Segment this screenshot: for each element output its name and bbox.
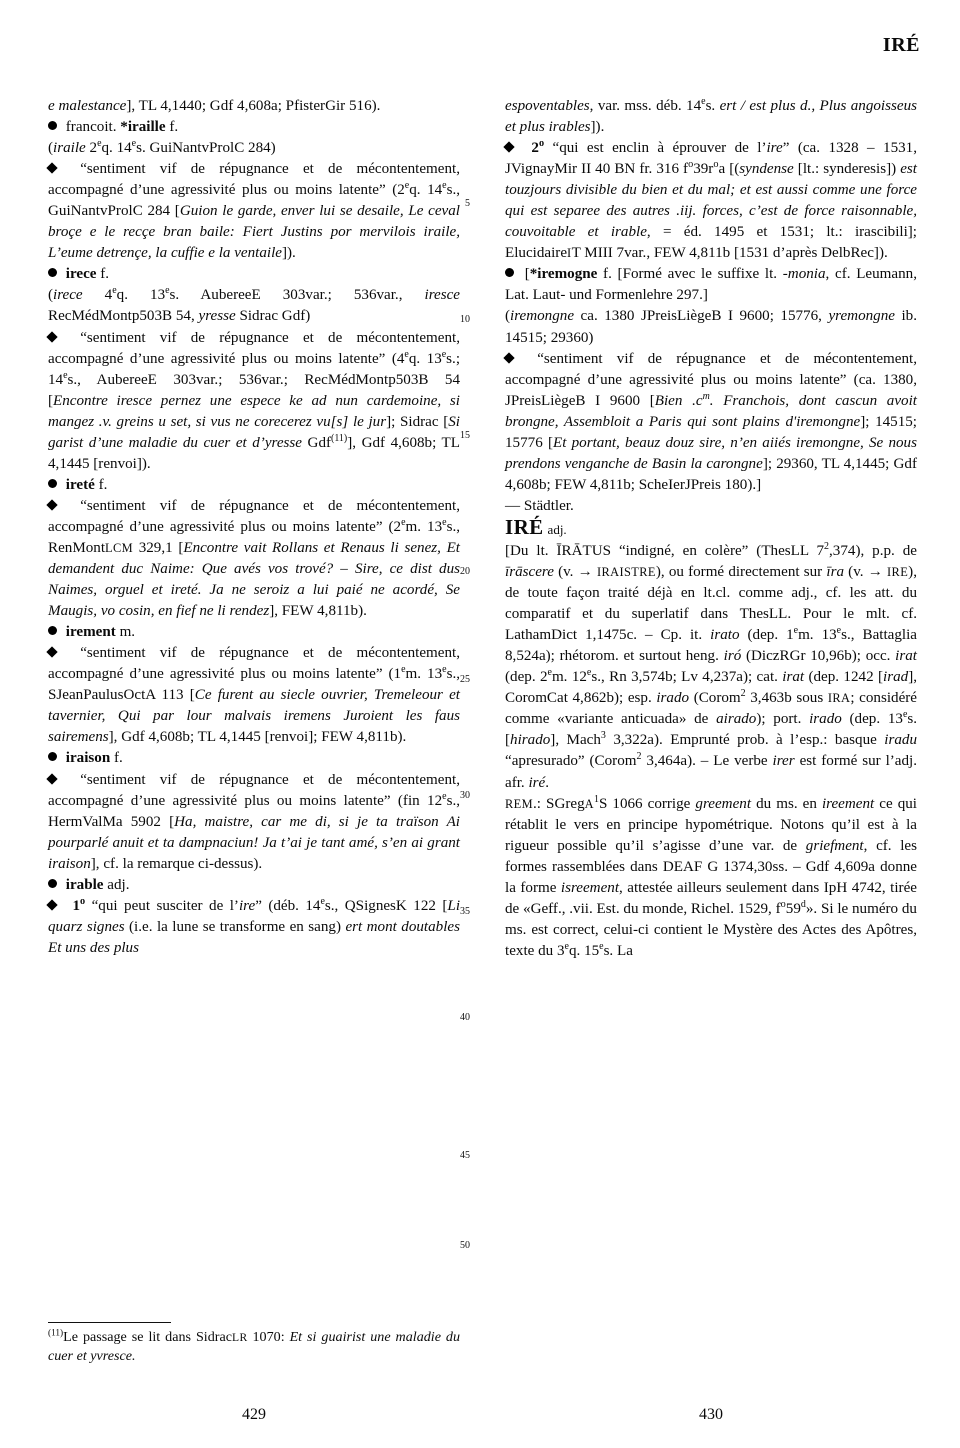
footnote-block (48, 1322, 460, 1367)
line-number: 10 (460, 314, 470, 325)
author-signature: — Städtler. (505, 497, 574, 514)
headword-ire (505, 514, 917, 541)
remark-ire: REM.: SGregA$^1$S 1066 corrige greement du ms. en ireement ce qui rétablit le vers en principe hypométrique. Notons qu’il est à la rigueur possible qu’il s’agisse d’une var. de griefment, cf. les formes rassemblées dans DEAF G 1374,30ss. – Gdf 4,609a donne la forme isreement, attestée ailleurs seulement dans IpH 4742, tirée de «Geff., .vii. Est. du monde, Richel. 1529, $f^o59^d$». Si le numéro du ms. est correct, celui-ci contient le Mystère des Actes des Apôtres, texte du 3eq. 15es. La (505, 793, 917, 959)
folio-left: 429 (242, 1406, 266, 1423)
sense-iraison: “sentiment vif de répugnance et de mécontentement, accompagné d’une agressivité plus ou moins latente” (fin 12es., HermValMa 5902 [Ha, maistre, car me di, si je ta traïson Ai pourparlé anuit et ta dampnaciun! Ja t’ai je tant amé, s’en ai grant iraison], cf. la remarque ci-dessus). (48, 771, 461, 872)
forms-iremongne: (iremongne ca. 1380 JPreisLiègeB I 9600; 15776, yremongne ib. 14515; 29360) (505, 308, 917, 346)
running-head: IRÉ (882, 34, 920, 56)
sense-iraille: “sentiment vif de répugnance et de mécontentement, accompagné d’une agressivité plus ou moins latente” (2eq. 14es., GuiNantvProlC 284 [Guion le garde, enver lui se desaile, Le ceval broçe e le recçe bran baile: Fiert Justins por mervilois iraile, L’eume detrençe, la cuffie e la ventaile]). (48, 161, 461, 262)
line-number: 45 (460, 1150, 470, 1161)
entry-irete: ireté f. (48, 475, 460, 496)
etymology-ire: [Du lt. ĪRĀTUS “indigné, en colère” (ThesLL $7^2,374$), p.p. de īrāscere (v. → IRAISTRE), ou formé directement sur īra (v. → IRE), de toute façon traité déjà en lt.cl. comme adj., cf. les att. du comparatif et du superlatif dans ThesLL. Pour le mlt. cf. LathamDict 1,1475c. – Cp. it. irato (dep. 1em. 13es., Battaglia 8,524a); rhétorom. et surtout heng. iró (DiczRGr 10,96b); occ. irat (dep. 2em. 12es., Rn 3,574b; Lv 4,237a); cat. irat (dep. 1242 [irad], CoromCat 4,862b); esp. irado (Corom$^2$ 3,463b sous IRA; considéré comme «variante anticuada» de airado); port. irado (dep. 13es. [hirado], Mach$^3$ 3,322a). Emprunté prob. à l’esp.: basque iradu “apresurado” (Corom$^2$ 3,464a). – Le verbe irer est formé sur l’adj. afr. iré. (505, 540, 918, 791)
diamond-marker-icon (46, 331, 57, 342)
sense-irable-2: 2$^o$ “qui est enclin à éprouver de l’ire” (ca. 1328 – 1531, JVignayMir II 40 BN fr. 316 $f^o39r^oa$ [(syndense [lt.: synderesis]) est touzjours divisible du bien et du mal; et est aussi comme une force qui est separee des autres .iij. forces, c’est de force raisonnable, couvoitable et irable, = éd. 1495 et 1531; lt.: irascibili]; ElucidaireIT MIII 7var., FEW 4,811b [1531 d’après DelbRec]). (505, 138, 917, 262)
right-column (505, 96, 917, 962)
sense-irable-1: 1$^o$ “qui peut susciter de l’ire” (déb. 14es., QSignesK 122 [Li quarz signes (i.e. la lune se transforme en sang) ert mont doutables Et uns des plus (48, 895, 461, 956)
entry-iraison: iraison f. (48, 748, 460, 769)
diamond-marker-icon (46, 773, 57, 784)
line-number: 5 (465, 198, 470, 209)
entry-irement: irement m. (48, 622, 460, 643)
entry-irable: irable adj. (48, 875, 460, 896)
para-malestance-refs: e malestance], TL 4,1440; Gdf 4,608a; PfisterGir 516). (48, 98, 381, 114)
entry-iraille: francoit. *iraille f. (48, 117, 460, 138)
bullet-dot-icon (48, 752, 57, 761)
footnote-text: $^{(11)}$Le passage se lit dans SidracLR 1070: Et si guairist une maladie du cuer et yvresce. (48, 1328, 461, 1365)
diamond-marker-icon (46, 647, 57, 658)
sense-iremongne: “sentiment vif de répugnance et de mécontentement, accompagné d’une agressivité plus ou moins latente” (ca. 1380, JPreisLiègeB I 9600 [Bien $.c^m$. Franchois, dont cascun avoit brongne, Assembloit a Paris qui sont plains d'iremongne]; 14515; 15776 [Et portant, beauz douz sire, n’en aiiés iremongne, Se nous prendons venganche de Basin la carongne]; 29360, TL 4,1445; Gdf 4,608b; FEW 4,811b; ScheIerJPreis 180).] (505, 350, 918, 493)
line-number: 35 (460, 906, 470, 917)
headword-pos: adj. (547, 521, 567, 537)
line-number: 15 (460, 430, 470, 441)
folio-right: 430 (699, 1406, 723, 1423)
left-column (48, 96, 460, 959)
line-number: 40 (460, 1012, 470, 1023)
bullet-dot-icon (505, 268, 514, 277)
bullet-dot-icon (48, 121, 57, 130)
sense-irement: “sentiment vif de répugnance et de mécontentement, accompagné d’une agressivité plus ou moins latente” (1em. 13es., SJeanPaulusOctA 113 [Ce furent au siecle ouvrier, Tremeleour et tavernier, Qui par lour malvais iremens Juroient les faus sairemens], Gdf 4,608b; TL 4,1445 [renvoi]; FEW 4,811b). (48, 645, 460, 746)
footnote-rule (48, 1322, 171, 1323)
bullet-dot-icon (48, 626, 57, 635)
diamond-marker-icon (46, 499, 57, 510)
bullet-dot-icon (48, 479, 57, 488)
forms-iraille: (iraile 2eq. 14es. GuiNantvProlC 284) (48, 138, 276, 157)
para-espoventables: espoventables, var. mss. déb. 14es. ert / est plus d., Plus angoisseus et plus irables]). (505, 95, 917, 136)
headword-word: IRÉ (505, 514, 544, 539)
entry-irece: irece f. (48, 264, 460, 285)
diamond-marker-icon (503, 352, 514, 363)
bullet-dot-icon (48, 268, 57, 277)
entry-iremogne: [*iremogne f. [Formé avec le suffixe lt. -monia, cf. Leumann, Lat. Laut- und Formenlehre 297.] (505, 266, 917, 304)
line-number: 20 (460, 566, 470, 577)
diamond-marker-icon (503, 141, 514, 152)
diamond-marker-icon (46, 162, 57, 173)
line-number: 30 (460, 790, 470, 801)
sense-irete: “sentiment vif de répugnance et de mécontentement, accompagné d’une agressivité plus ou moins latente” (2em. 13es., RenMontLCM 329,1 [Encontre vait Rollans et Renaus li senez, Et demandent duc Naime: Que avés vos trové? – Sire, ce dist dus Naimes, orguel et ireté. Ja ne seroiz a lui paié ne acordé, Se Maugis, vo cosin, en fief ne li rendez], FEW 4,811b). (48, 497, 460, 620)
bullet-dot-icon (48, 879, 57, 888)
line-number: 50 (460, 1240, 470, 1251)
forms-irece: (irece 4eq. 13es. AubereeE 303var.; 536var., iresce RecMédMontp503B 54, yresse Sidrac Gdf) (48, 285, 460, 325)
line-number: 25 (460, 674, 470, 685)
sense-irece: “sentiment vif de répugnance et de mécontentement, accompagné d’une agressivité plus ou moins latente” (4eq. 13es.; 14es., AubereeE 303var.; 536var.; RecMédMontp503B 54 [Encontre iresce pernez une espece ke ad nun cardemoine, si mangez .v. greins u set, si vus ne corecerez vu[s] le jur]; Sidrac [Si garist d’une maladie du cuer et d’yresse Gdf$^{(11)}$], Gdf 4,608b; TL 4,1445 [renvoi]). (48, 329, 461, 472)
